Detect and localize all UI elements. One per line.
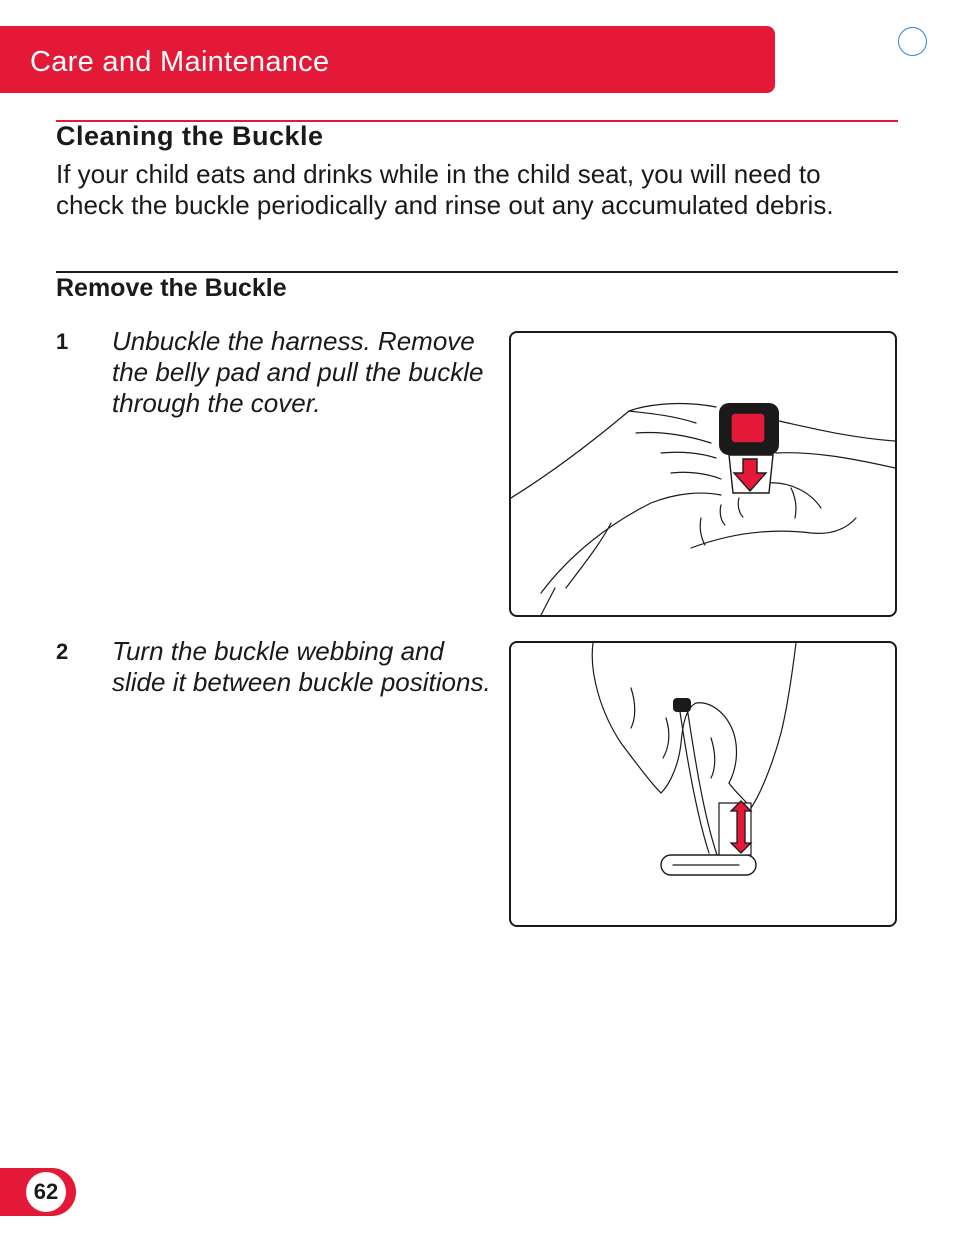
step-1-text: Unbuckle the harness. Remove the belly pad and pull the buckle through the cover. [112, 326, 484, 418]
figure-unbuckle-harness [509, 331, 897, 617]
black-divider [56, 271, 898, 273]
webbing-slide-illustration [511, 643, 895, 925]
circle-marker [898, 27, 927, 56]
figure-slide-webbing [509, 641, 897, 927]
step-2-number: 2 [56, 639, 69, 664]
step-2-text: Turn the buckle webbing and slide it between buckle positions. [112, 636, 491, 697]
subsection-title: Remove the Buckle [56, 274, 287, 302]
intro-paragraph: If your child eats and drinks while in the child seat, you will need to check the buckle periodically and rinse out any accumulated debris. [56, 159, 834, 220]
page-number-tab [0, 1168, 76, 1216]
step-1-number: 1 [56, 329, 69, 354]
page-number: 62 [26, 1172, 66, 1212]
section-header-title: Care and Maintenance [30, 46, 330, 78]
section-title: Cleaning the Buckle [56, 121, 324, 151]
hands-buckle-illustration [511, 333, 895, 615]
